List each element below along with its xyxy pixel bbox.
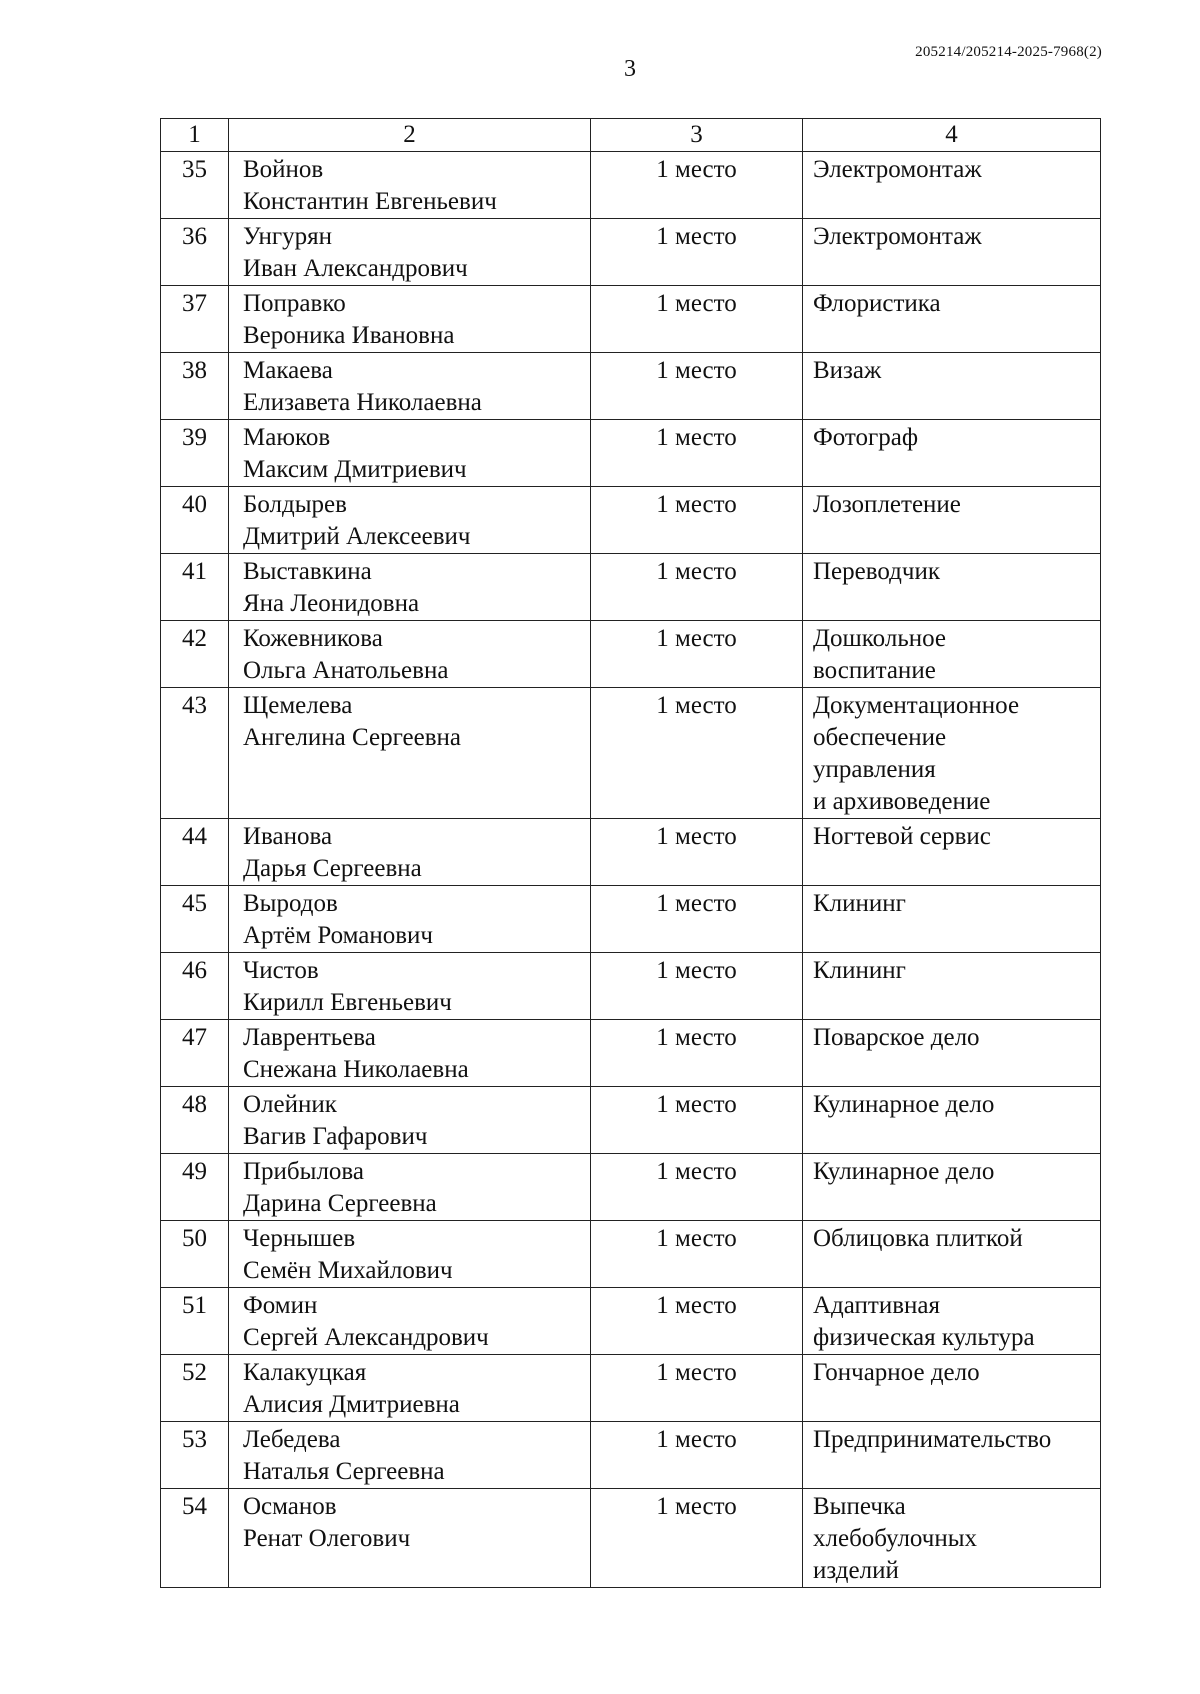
table-row	[161, 621, 1101, 688]
participant-surname: Выродов	[243, 890, 338, 917]
category-cell	[803, 1422, 1101, 1489]
category-line: Гончарное дело	[813, 1359, 980, 1386]
participant-name-cell	[229, 219, 591, 286]
category-cell	[803, 219, 1101, 286]
participant-surname: Поправко	[243, 290, 346, 317]
participant-name-cell	[229, 1020, 591, 1087]
category-cell	[803, 819, 1101, 886]
results-table	[160, 118, 1101, 1588]
participant-surname: Маюков	[243, 424, 331, 451]
category-line: Визаж	[813, 357, 882, 384]
place-cell: 1 место	[591, 1422, 803, 1489]
participant-name-cell	[229, 819, 591, 886]
participant-name-cell	[229, 487, 591, 554]
row-number-cell: 41	[161, 554, 229, 621]
category-cell	[803, 554, 1101, 621]
table-row	[161, 554, 1101, 621]
category-line: и архивоведение	[813, 788, 991, 815]
participant-given-name: Алисия Дмитриевна	[243, 1391, 460, 1418]
participant-surname: Болдырев	[243, 491, 347, 518]
participant-surname: Олейник	[243, 1091, 337, 1118]
category-line: обеспечение	[813, 724, 947, 751]
category-cell	[803, 353, 1101, 420]
participant-surname: Чернышев	[243, 1225, 356, 1252]
participant-name-cell	[229, 621, 591, 688]
row-number-cell: 51	[161, 1288, 229, 1355]
category-cell	[803, 1154, 1101, 1221]
participant-name-cell	[229, 1221, 591, 1288]
participant-surname: Калакуцкая	[243, 1359, 367, 1386]
participant-surname: Иванова	[243, 823, 333, 850]
category-line: Кулинарное дело	[813, 1091, 995, 1118]
participant-surname: Унгурян	[243, 223, 333, 250]
category-line: изделий	[813, 1557, 899, 1584]
place-cell: 1 место	[591, 1087, 803, 1154]
place-cell: 1 место	[591, 554, 803, 621]
row-number-cell: 35	[161, 152, 229, 219]
participant-surname: Войнов	[243, 156, 324, 183]
header-cell-2: 2	[229, 119, 591, 152]
participant-given-name: Сергей Александрович	[243, 1324, 489, 1351]
table-row	[161, 1422, 1101, 1489]
category-line: Переводчик	[813, 558, 940, 585]
participant-name-cell	[229, 1355, 591, 1422]
table-row	[161, 353, 1101, 420]
table-row	[161, 688, 1101, 819]
participant-name-cell	[229, 1288, 591, 1355]
category-line: Флористика	[813, 290, 941, 317]
row-number-cell: 42	[161, 621, 229, 688]
table-row	[161, 1087, 1101, 1154]
place-cell: 1 место	[591, 886, 803, 953]
header-cell-3: 3	[591, 119, 803, 152]
participant-name-cell	[229, 420, 591, 487]
participant-given-name: Максим Дмитриевич	[243, 456, 467, 483]
place-cell: 1 место	[591, 1288, 803, 1355]
row-number-cell: 38	[161, 353, 229, 420]
category-line: Дошкольное	[813, 625, 947, 652]
table-row	[161, 286, 1101, 353]
table-row	[161, 886, 1101, 953]
category-cell	[803, 621, 1101, 688]
place-cell: 1 место	[591, 487, 803, 554]
row-number-cell: 48	[161, 1087, 229, 1154]
category-line: Кулинарное дело	[813, 1158, 995, 1185]
category-line: Поварское дело	[813, 1024, 980, 1051]
place-cell: 1 место	[591, 420, 803, 487]
header-cell-4: 4	[803, 119, 1101, 152]
row-number-cell: 46	[161, 953, 229, 1020]
participant-given-name: Вагив Гафарович	[243, 1123, 428, 1150]
results-table-body	[161, 119, 1101, 1588]
category-line: Предпринимательство	[813, 1426, 1052, 1453]
row-number-cell: 53	[161, 1422, 229, 1489]
place-cell: 1 место	[591, 152, 803, 219]
place-cell: 1 место	[591, 286, 803, 353]
participant-surname: Лаврентьева	[243, 1024, 376, 1051]
participant-name-cell	[229, 554, 591, 621]
table-header-row	[161, 119, 1101, 152]
category-line: Клининг	[813, 957, 906, 984]
category-line: воспитание	[813, 657, 936, 684]
category-line: Фотограф	[813, 424, 919, 451]
table-row	[161, 1489, 1101, 1588]
category-line: Документационное	[813, 692, 1020, 719]
table-row	[161, 1355, 1101, 1422]
participant-given-name: Артём Романович	[243, 922, 434, 949]
table-row	[161, 487, 1101, 554]
row-number-cell: 50	[161, 1221, 229, 1288]
header-cell-1: 1	[161, 119, 229, 152]
row-number-cell: 43	[161, 688, 229, 819]
participant-given-name: Семён Михайлович	[243, 1257, 453, 1284]
participant-given-name: Ренат Олегович	[243, 1525, 411, 1552]
participant-given-name: Елизавета Николаевна	[243, 389, 482, 416]
category-cell	[803, 688, 1101, 819]
category-line: физическая культура	[813, 1324, 1035, 1351]
table-row	[161, 1154, 1101, 1221]
place-cell: 1 место	[591, 219, 803, 286]
place-cell: 1 место	[591, 819, 803, 886]
category-cell	[803, 1355, 1101, 1422]
category-cell	[803, 1020, 1101, 1087]
category-cell	[803, 152, 1101, 219]
place-cell: 1 место	[591, 1355, 803, 1422]
participant-name-cell	[229, 1422, 591, 1489]
participant-given-name: Иван Александрович	[243, 255, 468, 282]
category-cell	[803, 953, 1101, 1020]
category-cell	[803, 286, 1101, 353]
participant-surname: Макаева	[243, 357, 333, 384]
category-cell	[803, 1288, 1101, 1355]
participant-name-cell	[229, 1489, 591, 1588]
participant-given-name: Константин Евгеньевич	[243, 188, 497, 215]
participant-given-name: Дарина Сергеевна	[243, 1190, 437, 1217]
participant-given-name: Яна Леонидовна	[243, 590, 420, 617]
participant-surname: Выставкина	[243, 558, 372, 585]
place-cell: 1 место	[591, 1154, 803, 1221]
participant-surname: Фомин	[243, 1292, 318, 1319]
table-row	[161, 219, 1101, 286]
row-number-cell: 36	[161, 219, 229, 286]
place-cell: 1 место	[591, 1020, 803, 1087]
row-number-cell: 52	[161, 1355, 229, 1422]
place-cell: 1 место	[591, 1489, 803, 1588]
participant-given-name: Дарья Сергеевна	[243, 855, 422, 882]
table-row	[161, 420, 1101, 487]
category-line: хлебобулочных	[813, 1525, 978, 1552]
table-row	[161, 953, 1101, 1020]
row-number-cell: 49	[161, 1154, 229, 1221]
table-row	[161, 1020, 1101, 1087]
category-line: Облицовка плиткой	[813, 1225, 1023, 1252]
category-line: Адаптивная	[813, 1292, 941, 1319]
category-cell	[803, 1087, 1101, 1154]
participant-given-name: Снежана Николаевна	[243, 1056, 469, 1083]
category-line: Электромонтаж	[813, 156, 982, 183]
category-cell	[803, 1221, 1101, 1288]
place-cell: 1 место	[591, 688, 803, 819]
participant-given-name: Дмитрий Алексеевич	[243, 523, 471, 550]
category-line: Клининг	[813, 890, 906, 917]
category-line: управления	[813, 756, 936, 783]
document-id: 205214/205214-2025-7968(2)	[915, 44, 1102, 60]
category-line: Ногтевой сервис	[813, 823, 991, 850]
participant-given-name: Наталья Сергеевна	[243, 1458, 445, 1485]
table-row	[161, 1288, 1101, 1355]
participant-name-cell	[229, 953, 591, 1020]
place-cell: 1 место	[591, 353, 803, 420]
row-number-cell: 45	[161, 886, 229, 953]
table-row	[161, 152, 1101, 219]
row-number-cell: 54	[161, 1489, 229, 1588]
participant-given-name: Ангелина Сергеевна	[243, 724, 462, 751]
participant-name-cell	[229, 886, 591, 953]
category-line: Лозоплетение	[813, 491, 961, 518]
participant-given-name: Кирилл Евгеньевич	[243, 989, 452, 1016]
category-cell	[803, 886, 1101, 953]
participant-surname: Лебедева	[243, 1426, 341, 1453]
participant-name-cell	[229, 152, 591, 219]
place-cell: 1 место	[591, 1221, 803, 1288]
row-number-cell: 44	[161, 819, 229, 886]
table-row	[161, 819, 1101, 886]
participant-surname: Османов	[243, 1493, 337, 1520]
category-cell	[803, 1489, 1101, 1588]
participant-name-cell	[229, 1154, 591, 1221]
row-number-cell: 40	[161, 487, 229, 554]
row-number-cell: 37	[161, 286, 229, 353]
participant-surname: Чистов	[243, 957, 319, 984]
participant-name-cell	[229, 688, 591, 819]
participant-surname: Прибылова	[243, 1158, 364, 1185]
participant-name-cell	[229, 353, 591, 420]
row-number-cell: 39	[161, 420, 229, 487]
participant-name-cell	[229, 286, 591, 353]
place-cell: 1 место	[591, 621, 803, 688]
category-line: Выпечка	[813, 1493, 906, 1520]
participant-given-name: Вероника Ивановна	[243, 322, 455, 349]
category-cell	[803, 487, 1101, 554]
page-number: 3	[624, 56, 636, 82]
category-cell	[803, 420, 1101, 487]
place-cell: 1 место	[591, 953, 803, 1020]
category-line: Электромонтаж	[813, 223, 982, 250]
participant-given-name: Ольга Анатольевна	[243, 657, 449, 684]
participant-name-cell	[229, 1087, 591, 1154]
table-row	[161, 1221, 1101, 1288]
participant-surname: Кожевникова	[243, 625, 383, 652]
participant-surname: Щемелева	[243, 692, 353, 719]
row-number-cell: 47	[161, 1020, 229, 1087]
